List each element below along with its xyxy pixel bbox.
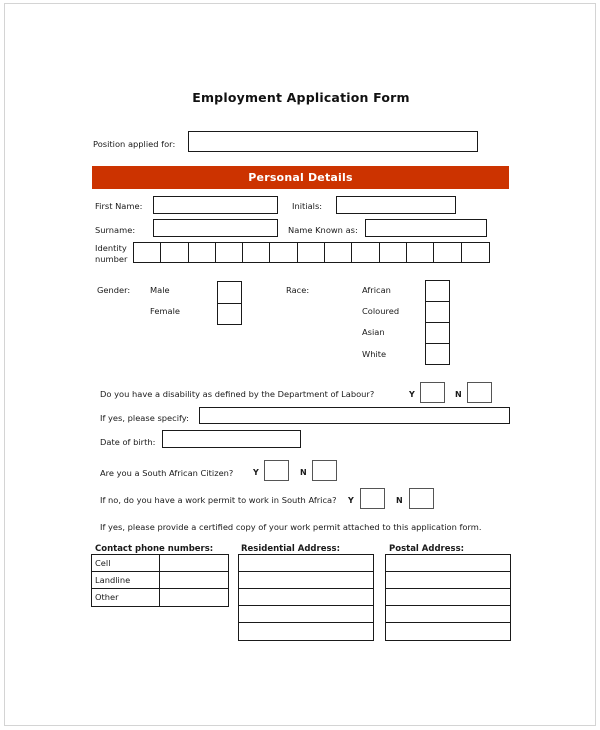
- name-known-as-input[interactable]: [365, 219, 487, 237]
- work-permit-note: If yes, please provide a certified copy of your work permit attached to this application form.: [100, 522, 482, 532]
- identity-number-box[interactable]: [325, 243, 352, 262]
- name-known-as-label: Name Known as:: [288, 225, 358, 235]
- contact-number-input[interactable]: [160, 572, 228, 588]
- citizen-yes-checkbox[interactable]: [264, 460, 289, 481]
- citizen-question-label: Are you a South African Citizen?: [100, 468, 234, 478]
- disability-no-checkbox[interactable]: [467, 382, 492, 403]
- residential-address-line-input[interactable]: [239, 623, 373, 640]
- contact-phone-table: [91, 554, 229, 607]
- disability-specify-input[interactable]: [199, 407, 510, 424]
- date-of-birth-input[interactable]: [162, 430, 301, 448]
- table-row: [386, 572, 510, 589]
- contact-number-input[interactable]: [160, 589, 228, 606]
- race-option-african-label: African: [362, 285, 391, 295]
- residential-address-line-input[interactable]: [239, 555, 373, 571]
- table-row: [92, 589, 228, 606]
- table-row: [239, 555, 373, 572]
- initials-label: Initials:: [292, 201, 323, 211]
- identity-number-box[interactable]: [352, 243, 379, 262]
- citizen-yes-label: Y: [253, 468, 259, 477]
- page-title: Employment Application Form: [192, 90, 410, 105]
- surname-label: Surname:: [95, 225, 136, 235]
- gender-label: Gender:: [97, 285, 131, 295]
- postal-address-line-input[interactable]: [386, 555, 510, 571]
- work-permit-no-label: N: [396, 496, 403, 505]
- table-row: [386, 555, 510, 572]
- race-checkbox-stack: [425, 280, 450, 365]
- postal-address-line-input[interactable]: [386, 623, 510, 640]
- table-row: [239, 606, 373, 623]
- residential-address-line-input[interactable]: [239, 572, 373, 588]
- race-checkbox-white[interactable]: [426, 344, 449, 366]
- postal-address-heading: Postal Address:: [389, 544, 465, 554]
- identity-number-box[interactable]: [298, 243, 325, 262]
- identity-number-box[interactable]: [216, 243, 243, 262]
- race-option-coloured-label: Coloured: [362, 306, 400, 316]
- residential-address-table: [238, 554, 374, 641]
- disability-yes-label: Y: [409, 390, 415, 399]
- identity-number-box[interactable]: [407, 243, 434, 262]
- work-permit-yes-label: Y: [348, 496, 354, 505]
- postal-address-line-input[interactable]: [386, 606, 510, 622]
- table-row: [239, 572, 373, 589]
- identity-number-box[interactable]: [134, 243, 161, 262]
- table-row: [239, 589, 373, 606]
- table-row: [92, 555, 228, 572]
- gender-checkbox-female[interactable]: [218, 304, 241, 326]
- race-checkbox-asian[interactable]: [426, 323, 449, 344]
- section-header-personal-details: [92, 166, 509, 189]
- first-name-input[interactable]: [153, 196, 278, 214]
- residential-address-line-input[interactable]: [239, 589, 373, 605]
- table-row: [386, 589, 510, 606]
- table-row: [239, 623, 373, 640]
- identity-number-box[interactable]: [243, 243, 270, 262]
- identity-number-box[interactable]: [189, 243, 216, 262]
- position-applied-for-input[interactable]: [188, 131, 478, 152]
- race-checkbox-african[interactable]: [426, 281, 449, 302]
- race-checkbox-coloured[interactable]: [426, 302, 449, 323]
- gender-checkbox-stack: [217, 281, 242, 325]
- date-of-birth-label: Date of birth:: [100, 437, 156, 447]
- disability-question-label: Do you have a disability as defined by the Department of Labour?: [100, 389, 375, 399]
- identity-number-box[interactable]: [270, 243, 297, 262]
- disability-no-label: N: [455, 390, 462, 399]
- identity-number-boxes[interactable]: [133, 242, 490, 263]
- first-name-label: First Name:: [95, 201, 143, 211]
- race-option-asian-label: Asian: [362, 327, 385, 337]
- citizen-no-checkbox[interactable]: [312, 460, 337, 481]
- contact-type-label: Landline: [92, 572, 160, 588]
- work-permit-yes-checkbox[interactable]: [360, 488, 385, 509]
- contact-type-label: Cell: [92, 555, 160, 571]
- identity-number-label-line1: Identity: [95, 243, 127, 253]
- table-row: [386, 606, 510, 623]
- table-row: [92, 572, 228, 589]
- gender-checkbox-male[interactable]: [218, 282, 241, 304]
- postal-address-line-input[interactable]: [386, 589, 510, 605]
- table-row: [386, 623, 510, 640]
- identity-number-box[interactable]: [380, 243, 407, 262]
- disability-yes-checkbox[interactable]: [420, 382, 445, 403]
- contact-phone-heading: Contact phone numbers:: [95, 544, 214, 554]
- postal-address-line-input[interactable]: [386, 572, 510, 588]
- citizen-no-label: N: [300, 468, 307, 477]
- race-option-white-label: White: [362, 349, 387, 359]
- identity-number-box[interactable]: [462, 243, 489, 262]
- residential-address-heading: Residential Address:: [241, 544, 340, 554]
- gender-option-male-label: Male: [150, 285, 170, 295]
- contact-number-input[interactable]: [160, 555, 228, 571]
- identity-number-box[interactable]: [161, 243, 188, 262]
- disability-specify-label: If yes, please specify:: [100, 413, 189, 423]
- position-applied-for-label: Position applied for:: [93, 139, 176, 149]
- surname-input[interactable]: [153, 219, 278, 237]
- race-label: Race:: [286, 285, 310, 295]
- gender-option-female-label: Female: [150, 306, 180, 316]
- initials-input[interactable]: [336, 196, 456, 214]
- identity-number-label-line2: number: [95, 254, 128, 264]
- identity-number-box[interactable]: [434, 243, 461, 262]
- work-permit-question-label: If no, do you have a work permit to work in South Africa?: [100, 495, 337, 505]
- form-page: [4, 3, 596, 726]
- contact-type-label: Other: [92, 589, 160, 606]
- postal-address-table: [385, 554, 511, 641]
- work-permit-no-checkbox[interactable]: [409, 488, 434, 509]
- section-header-label: Personal Details: [248, 171, 353, 184]
- residential-address-line-input[interactable]: [239, 606, 373, 622]
